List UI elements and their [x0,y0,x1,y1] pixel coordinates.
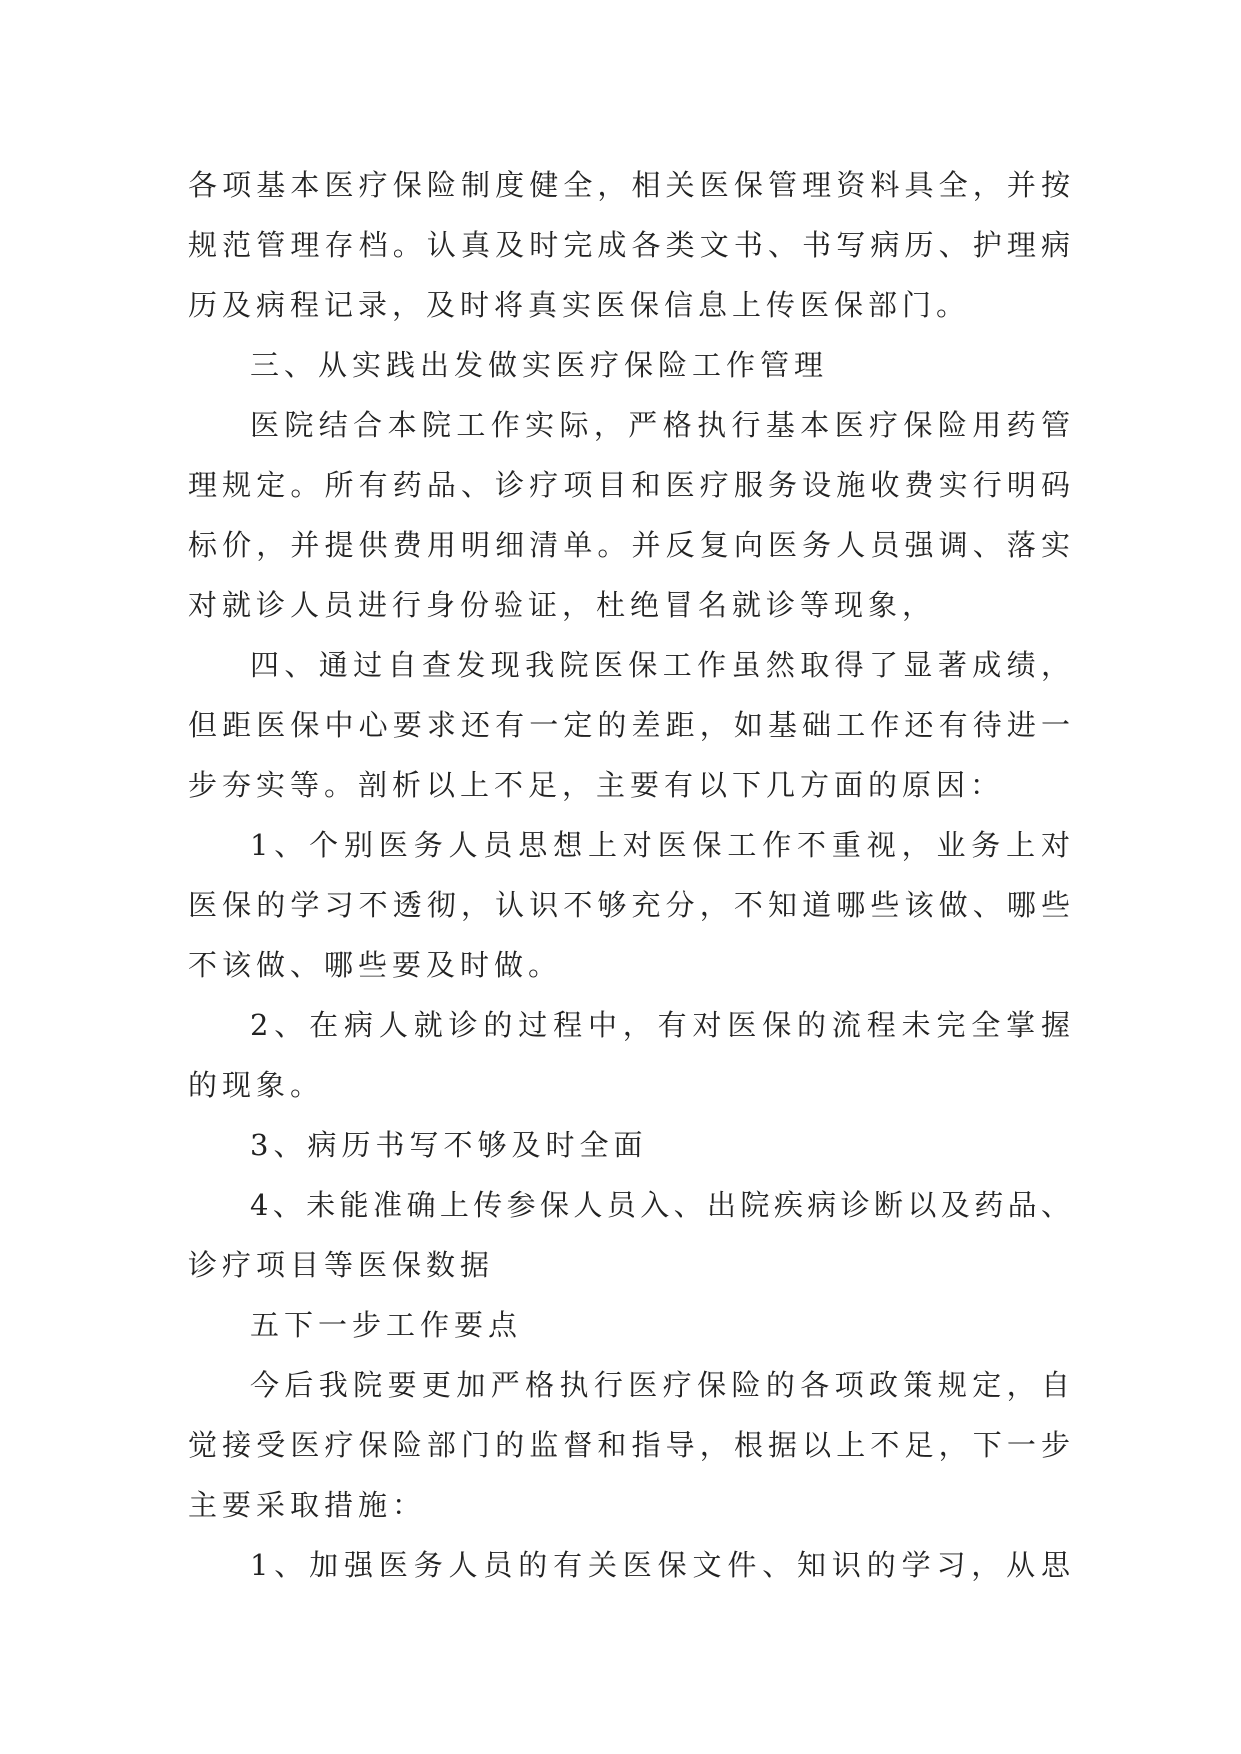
text-line: 对就诊人员进行身份验证，杜绝冒名就诊等现象， [188,588,937,622]
list-item: 1、加强医务人员的有关医保文件、知识的学习，从思 [250,1548,1070,1582]
text-line: 的现象。 [188,1068,325,1102]
section-heading: 四、通过自查发现我院医保工作虽然取得了显著成绩， [250,648,1070,682]
section-heading: 五下一步工作要点 [250,1308,523,1342]
text-line: 诊疗项目等医保数据 [188,1248,495,1282]
text-line: 理规定。所有药品、诊疗项目和医疗服务设施收费实行明码 [188,468,1070,502]
text-line: 步夯实等。剖析以上不足，主要有以下几方面的原因： [188,768,1005,802]
list-item: 1、个别医务人员思想上对医保工作不重视，业务上对 [250,828,1070,862]
list-item: 4、未能准确上传参保人员入、出院疾病诊断以及药品、 [250,1188,1070,1222]
text-line: 历及病程记录，及时将真实医保信息上传医保部门。 [188,288,971,322]
section-heading: 三、从实践出发做实医疗保险工作管理 [250,348,829,382]
text-line: 各项基本医疗保险制度健全，相关医保管理资料具全，并按 [188,168,1070,202]
list-item: 2、在病人就诊的过程中，有对医保的流程未完全掌握 [250,1008,1070,1042]
text-line: 今后我院要更加严格执行医疗保险的各项政策规定，自 [250,1368,1070,1402]
document-body [188,155,1070,1595]
text-line: 不该做、哪些要及时做。 [188,948,563,982]
text-line: 规范管理存档。认真及时完成各类文书、书写病历、护理病 [188,228,1070,262]
text-line: 标价，并提供费用明细清单。并反复向医务人员强调、落实 [188,528,1070,562]
text-line: 医院结合本院工作实际，严格执行基本医疗保险用药管 [250,408,1070,442]
list-item: 3、病历书写不够及时全面 [250,1128,648,1162]
text-line: 但距医保中心要求还有一定的差距，如基础工作还有待进一 [188,708,1070,742]
text-line: 医保的学习不透彻，认识不够充分，不知道哪些该做、哪些 [188,888,1070,922]
text-line: 觉接受医疗保险部门的监督和指导，根据以上不足，下一步 [188,1428,1070,1462]
text-line: 主要采取措施： [188,1488,427,1522]
